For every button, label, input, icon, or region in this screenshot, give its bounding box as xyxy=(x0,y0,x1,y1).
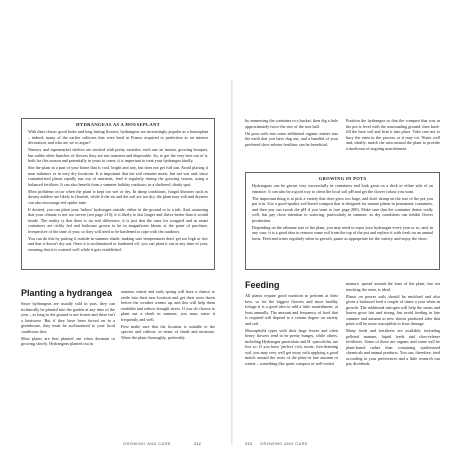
paragraph: Most problems occur when the plant is kept too wet or dry. In damp conditions, fungal diseases such as downy mildew are likely to flourish, while if the air and the soil are too dry, the plant may wilt and dryness can also encourage red spider mite. xyxy=(28,188,208,205)
paragraph: Hydrangeas can be grown very successfully in containers and look great on a deck or either side of an entrance. It can also be a good way to cheat the local soil pH and get the flower colour you want. xyxy=(252,183,433,194)
left-column-2 xyxy=(121,289,215,417)
paragraph: You can do this by putting it outside in summer shade, making sure temperatures don't get too high or low and that it doesn't dry out. Once it is acclimatized or hardened off, you can plant it out at any time of year, ensuring that it is watered well while it gets established. xyxy=(28,235,208,252)
pots-sidebar-box xyxy=(245,172,440,270)
paragraph: First make sure that the location is suitable to the species and cultivar, in terms of shade and moisture. Water the plant thoroughly, preferably xyxy=(121,323,215,340)
box-body xyxy=(22,129,214,252)
right-top-column-2 xyxy=(346,118,440,168)
right-top-column-1 xyxy=(245,118,338,166)
paragraph: With their classic good looks and long lasting flowers, hydrangeas are increasingly popular as a houseplant – indeed, many of the earlier cultivars that were bred in France acquired to perfection as an interior decoration, and who are we to argue? xyxy=(28,129,208,145)
right-page xyxy=(232,0,464,464)
paragraph: Depending on the ultimate size of the plant, you may need to repot your hydrangea every year or so, and, in any case, it is a good idea to remove some soil from the top of the pot and replace it with fresh on an annual basis. Feed and water regularly when in growth, prune as appropriate for the variety, and enjoy the show. xyxy=(252,224,433,241)
paragraph: Plants on poorer soils should be mulched and also given a balanced feed a couple of times a year when in growth. The additional nitrogen will help the stems and leaves grow fast and strong, but avoid feeding in late summer and autumn as new shoots produced after that point will be more susceptible to frost damage. xyxy=(346,293,440,327)
box-body xyxy=(246,183,439,241)
paragraph: Position the hydrangea so that the compost that was in the pot is level with the surrounding ground, then back-fill the base soil and firm it into place. Take care not to bury the stem in the process or it may rot. Water well and, ideally, mulch the area around the plant to provide a modicum of ongoing nourishment. xyxy=(346,118,440,151)
box-title: HYDRANGEAS AS A HOUSEPLANT xyxy=(76,122,160,127)
paragraph: If desired, you can plant your 'indoor' hydrangea outside, either in the ground or in a tub. And, assuming that your climate is not too severe (see page 210), it is likely to last longer and thrive better than it would inside. The reality is that there is no real difference, it is just that the ones for wrapped and in smart containers are richly fed and hothouse grown to be in magnificent bloom at the point of purchase, irrespective of the time of year, so they will need to be hardened to cope with the outdoors. xyxy=(28,206,208,234)
paragraph: Since hydrangeas are usually sold in pots, they can technically be planted into the garden at any time of the year – as long as the ground is not frozen and there isn't a heatwave. But if they have been forced on in a greenhouse, they must be acclimatized to your local conditions first. xyxy=(21,301,115,334)
box-title: GROWING IN POTS xyxy=(318,176,367,181)
left-column-1 xyxy=(21,288,115,418)
paragraph: The important thing is to pick a variety that does grow too large, and don't skimp on the size of the pot you put it in. Use a good-quality soil-based compost that is designed for mature plants in permanent containers, and then you can tweak the pH if you want to (see page 200). Make sure that the container drains really well, but pay close attention to watering, particularly in summer, as dry conditions can inhibit flower production. xyxy=(252,195,433,223)
section-heading: Feeding xyxy=(245,280,280,290)
paragraph: Site the plant in a part of your home that is cool, bright and airy, but does not get full sun. Avoid placing it near radiators or in very dry locations. It is important that the soil remains moist, but not wet and, since containerized plants rapidly run out of nutrients, feed it regularly during the growing season, using a balanced fertilizer. It can also benefit from a summer holiday outdoors, in a sheltered, shady spot. xyxy=(28,165,208,187)
section-heading: Planting a hydrangea xyxy=(21,288,113,298)
paragraph: Many feeds and fertilizers are available, including pelleted manure, liquid feeds and slow-release fertilizers. Some of these are organic and some will be plant-based rather than containing synthesized chemicals and animal products. You can, therefore, feed according to your preferences and a little research can pay dividends. xyxy=(346,328,440,367)
page-number: 213 xyxy=(245,441,252,446)
paragraph: On poor soils mix some additional organic matter into the earth that you have dug out, and a handful of your preferred slow-release fertilizer can be beneficial. xyxy=(245,130,338,147)
right-column-1 xyxy=(245,280,338,412)
paragraph: autumn, winter and early spring will have a chance to settle into their new location and get their roots down before the weather warms up, and this will help them establish and reduce drought stress. If you do choose to plant out a shrub in summer, you must water it frequently and well. xyxy=(121,289,215,322)
running-footer: GROWING AND CARE xyxy=(260,441,308,446)
houseplant-sidebar-box xyxy=(21,118,215,270)
running-footer: GROWING AND CARE xyxy=(123,441,171,446)
paragraph: Nursery and supermarket shelves are stocked with pretty varieties, each one an instant, growing bouquet, but unlike other bunches of flowers they are not transient and disposable. So, to get the very best out of it, both for this season and potentially in years to come, it is important to treat your hydrangea kindly. xyxy=(28,147,208,164)
paragraph: Most plants are best planted out when dormant or growing slowly. Hydrangeas planted out in xyxy=(21,335,115,347)
paragraph: All plants require good nutrition to perform at their best, so for the biggest flowers and most healthy foliage it is a good idea to add a little nourishment, at least annually. The amount and frequency of food that is required will depend to a certain degree on variety and soil. xyxy=(245,293,338,326)
paragraph: manure, spread around the base of the plant, but not touching the stem, is ideal. xyxy=(346,281,440,292)
page-number: 212 xyxy=(194,441,201,446)
paragraph: by immersing the container in a bucket, then dig a hole approximately twice the size of the root ball. xyxy=(245,118,338,129)
paragraph: Macrophylla types with their large leaves and often heavy flowers tend to be pretty hungry, while others, including Hydrangea paniculata and H. quercifolia, are less so. If you have 'perfect' rich, moist, free-draining soil, you may very well get away with applying a good mulch around the roots of the plant in late autumn or winter – something like spent compost or well-rotted xyxy=(245,327,338,366)
right-column-2 xyxy=(346,281,440,411)
